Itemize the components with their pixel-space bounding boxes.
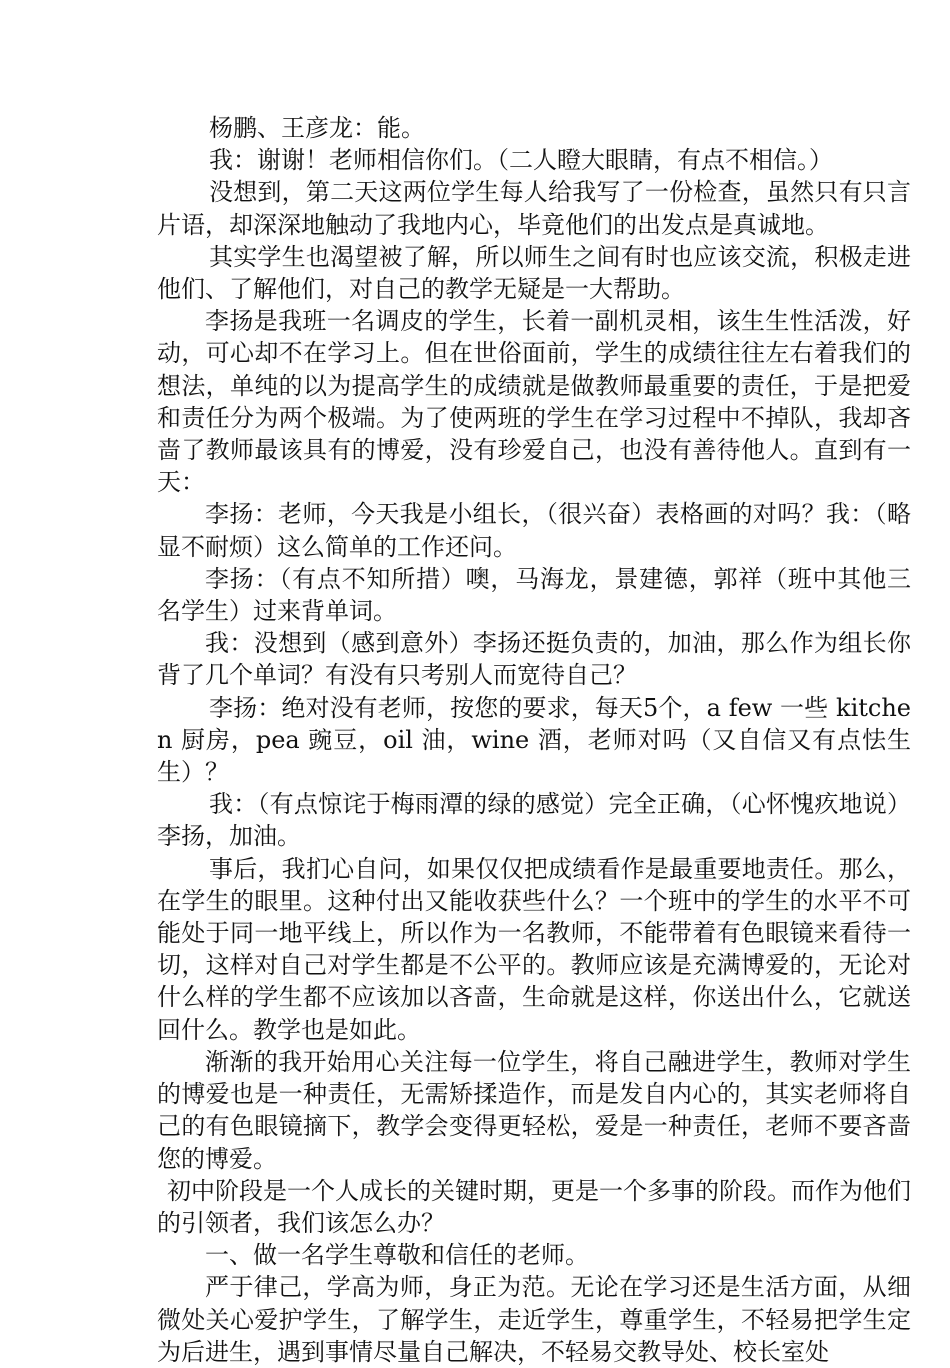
paragraph: 一、做一名学生尊敬和信任的老师。 — [205, 1241, 589, 1270]
paragraph: 没想到，第二天这两位学生每人给我写了一份检查，虽然只有只言片语，却深深地触动了我地内心，毕竟他们的出发点是真诚地。 — [157, 178, 911, 239]
document-body — [157, 112, 911, 1368]
paragraph: 李扬：绝对没有老师，按您的要求，每天5个，a few 一些 kitchen 厨房，pea 豌豆，oil 油，wine 酒，老师对吗（又自信又有点怯生生）？ — [157, 693, 911, 787]
paragraph: 杨鹏、王彦龙：能。 — [209, 114, 425, 142]
paragraph: 我：没想到（感到意外）李扬还挺负责的，加油，那么作为组长你背了几个单词？有没有只考别人而宽待自己？ — [157, 629, 911, 690]
paragraph: 李扬是我班一名调皮的学生，长着一副机灵相，该生生性活泼，好动，可心却不在学习上。但在世俗面前，学生的成绩往往左右着我们的想法，单纯的以为提高学生的成绩就是做教师最重要的责任，于是把爱和责任分为两个极端。为了使两班的学生在学习过程中不掉队，我却吝啬了教师最该具有的博爱，没有珍爱自己，也没有善待他人。直到有一天： — [157, 307, 911, 497]
paragraph: 李扬：（有点不知所措）噢，马海龙，景建德，郭祥（班中其他三名学生）过来背单词。 — [157, 564, 911, 626]
paragraph: 我：谢谢！老师相信你们。（二人瞪大眼睛，有点不相信。） — [209, 146, 833, 175]
paragraph: 严于律己，学高为师，身正为范。无论在学习还是生活方面，从细微处关心爱护学生，了解学生，走近学生，尊重学生，不轻易把学生定为后进生，遇到事情尽量自己解决，不轻易交教导处、校长室处 — [157, 1273, 911, 1366]
paragraph: 李扬：老师，今天我是小组长，（很兴奋）表格画的对吗？我：（略显不耐烦）这么简单的工作还问。 — [157, 500, 911, 561]
paragraph: 初中阶段是一个人成长的关键时期，更是一个多事的阶段。而作为他们的引领者，我们该怎么办？ — [157, 1176, 911, 1237]
paragraph: 我：（有点惊诧于梅雨潭的绿的感觉）完全正确，（心怀愧疚地说）李扬，加油。 — [157, 790, 911, 851]
paragraph: 事后，我扪心自问，如果仅仅把成绩看作是最重要地责任。那么，在学生的眼里。这种付出又能收获些什么？一个班中的学生的水平不可能处于同一地平线上，所以作为一名教师，不能带着有色眼镜来看待一切，这样对自己对学生都是不公平的。教师应该是充满博爱的，无论对什么样的学生都不应该加以吝啬，生命就是这样，你送出什么，它就送回什么。教学也是如此。 — [157, 854, 911, 1044]
paragraph: 渐渐的我开始用心关注每一位学生，将自己融进学生，教师对学生的博爱也是一种责任，无需矫揉造作，而是发自内心的，其实老师将自己的有色眼镜摘下，教学会变得更轻松，爱是一种责任，老师不要吝啬您的博爱。 — [157, 1047, 911, 1173]
paragraph: 其实学生也渴望被了解，所以师生之间有时也应该交流，积极走进他们、了解他们，对自己的教学无疑是一大帮助。 — [157, 242, 911, 304]
